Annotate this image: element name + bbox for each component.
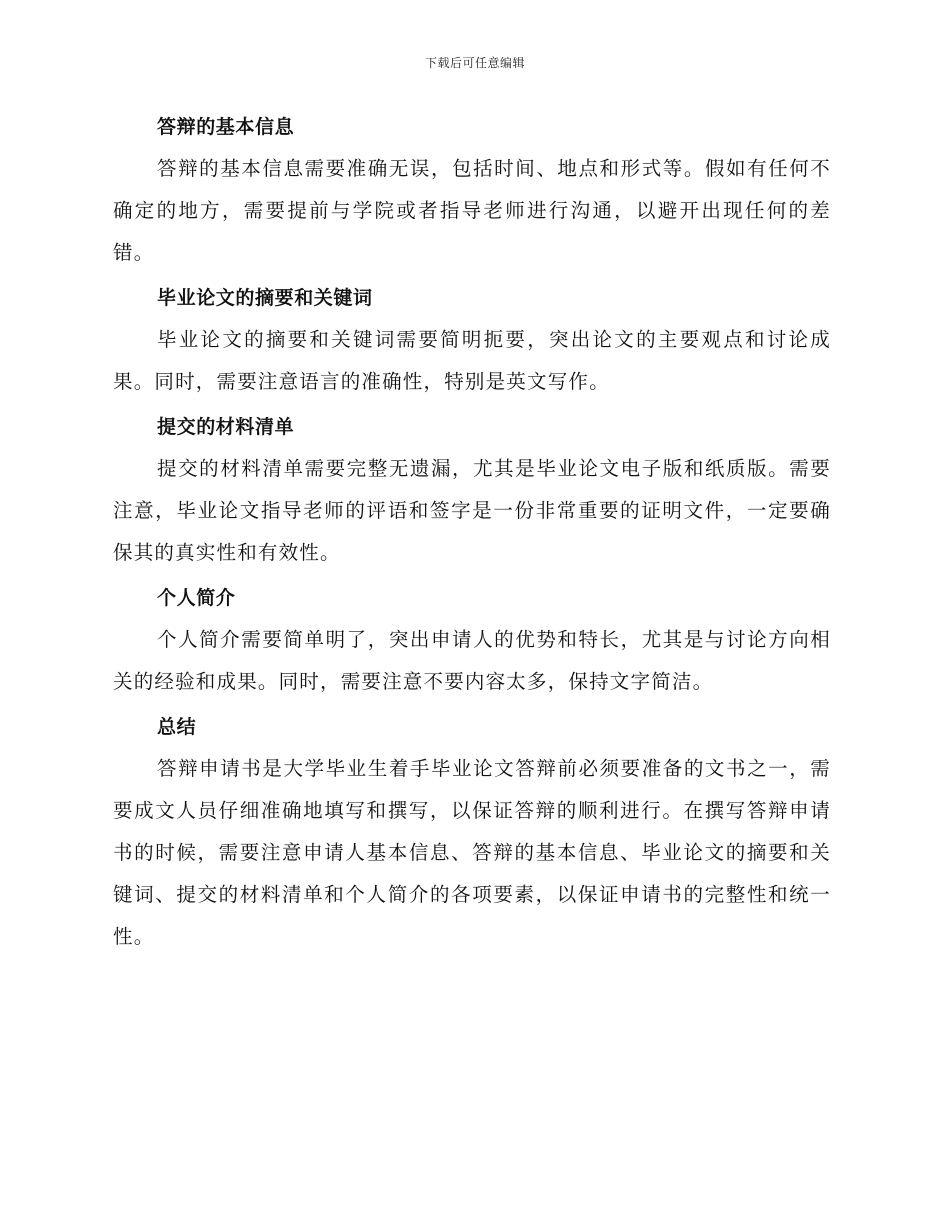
document-body <box>113 106 831 961</box>
section-title: 答辩的基本信息 <box>157 116 295 138</box>
section-title: 毕业论文的摘要和关键词 <box>157 287 373 309</box>
section-paragraph: 提交的材料清单需要完整无遗漏，尤其是毕业论文电子版和纸质版。需要注意，毕业论文指导老师的评语和签字是一份非常重要的证明文件，一定要确保其的真实性和有效性。 <box>113 457 831 564</box>
section-title: 总结 <box>157 716 197 738</box>
section-paragraph: 毕业论文的摘要和关键词需要简明扼要，突出论文的主要观点和讨论成果。同时，需要注意语言的准确性，特别是英文写作。 <box>113 328 831 393</box>
section-personal-profile <box>113 577 831 703</box>
section-title: 提交的材料清单 <box>157 416 295 438</box>
header-note: 下载后可任意编辑 <box>424 56 525 70</box>
section-summary <box>113 706 831 958</box>
section-materials-list <box>113 406 831 574</box>
section-paragraph: 答辩申请书是大学毕业生着手毕业论文答辩前必须要准备的文书之一，需要成文人员仔细准确地填写和撰写，以保证答辩的顺利进行。在撰写答辩申请书的时候，需要注意申请人基本信息、答辩的基本信息、毕业论文的摘要和关键词、提交的材料清单和个人简介的各项要素，以保证申请书的完整性和统一性。 <box>113 757 831 948</box>
section-paragraph: 个人简介需要简单明了，突出申请人的优势和特长，尤其是与讨论方向相关的经验和成果。同时，需要注意不要内容太多，保持文字简洁。 <box>113 628 831 693</box>
section-title: 个人简介 <box>157 587 236 609</box>
section-abstract-keywords <box>113 277 831 403</box>
section-paragraph: 答辩的基本信息需要准确无误，包括时间、地点和形式等。假如有任何不确定的地方，需要提前与学院或者指导老师进行沟通，以避开出现任何的差错。 <box>113 157 831 264</box>
section-defense-info <box>113 106 831 274</box>
